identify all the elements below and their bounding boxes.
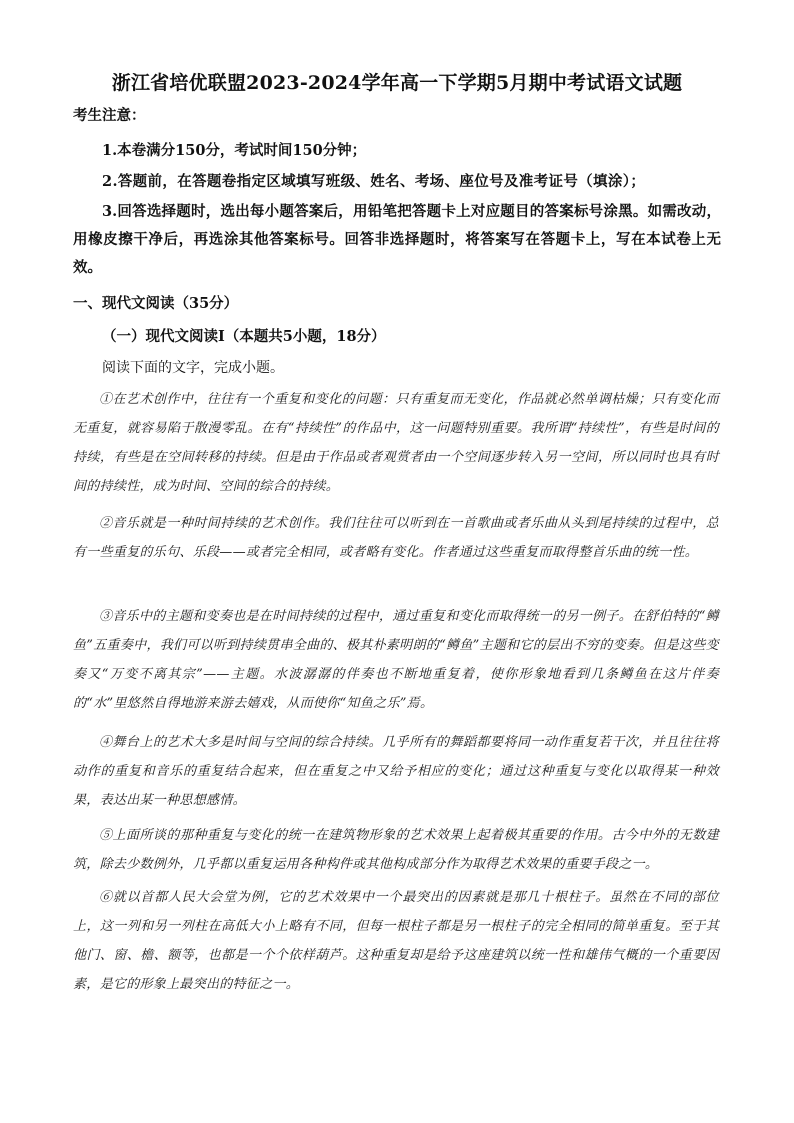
article-paragraph-1: ①在艺术创作中，往往有一个重复和变化的问题：只有重复而无变化，作品就必然单调枯燥；只有变化而无重复，就容易陷于散漫零乱。在有“持续性”的作品中，这一问题特别重要。我所谓“持续性”，有些是时间的持续，有些是在空间转移的持续。但是由于作品或者观赏者由一个空间逐步转入另一空间，所以同时也具有时间的持续性，成为时间、空间的综合的持续。 bbox=[73, 392, 719, 494]
instruction-1: 1.本卷满分150分，考试时间150分钟； bbox=[102, 142, 367, 159]
instruction-2: 2.答题前，在答题卷指定区域填写班级、姓名、考场、座位号及准考证号（填涂）； bbox=[102, 173, 646, 190]
article-paragraph-6: ⑥就以首都人民大会堂为例，它的艺术效果中一个最突出的因素就是那几十根柱子。虽然在不同的部位上，这一列和另一列柱在高低大小上略有不同，但每一根柱子都是另一根柱子的完全相同的简单重复。至于其他门、窗、檐、额等，也都是一个个依样葫芦。这种重复却是给予这座建筑以统一性和雄伟气概的一个重要因素，是它的形象上最突出的特征之一。 bbox=[73, 890, 719, 992]
article-paragraph-5: ⑤上面所谈的那种重复与变化的统一在建筑物形象的艺术效果上起着极其重要的作用。古今中外的无数建筑，除去少数例外，几乎都以重复运用各种构件或其他构成部分作为取得艺术效果的重要手段之一。 bbox=[73, 828, 719, 872]
subsection-heading: （一）现代文阅读Ⅰ（本题共5小题，18分） bbox=[102, 328, 386, 345]
article-paragraph-4: ④舞台上的艺术大多是时间与空间的综合持续。几乎所有的舞蹈都要将同一动作重复若干次，并且往往将动作的重复和音乐的重复结合起来，但在重复之中又给予相应的变化；通过这种重复与变化以取得某一种效果，表达出某一种思想感情。 bbox=[73, 735, 719, 808]
section-heading: 一、现代文阅读（35分） bbox=[73, 295, 239, 312]
reading-prompt: 阅读下面的文字，完成小题。 bbox=[102, 360, 284, 376]
notice-heading: 考生注意： bbox=[73, 107, 146, 124]
exam-title: 浙江省培优联盟2023-2024学年高一下学期5月期中考试语文试题 bbox=[111, 72, 683, 94]
instruction-3: 3.回答选择题时，选出每小题答案后，用铅笔把答题卡上对应题目的答案标号涂黑。如需改动，用橡皮擦干净后，再选涂其他答案标号。回答非选择题时，将答案写在答题卡上，写在本试卷上无效。 bbox=[73, 203, 721, 276]
article-paragraph-3: ③音乐中的主题和变奏也是在时间持续的过程中，通过重复和变化而取得统一的另一例子。在舒伯特的“鳟鱼”五重奏中，我们可以听到持续贯串全曲的、极其朴素明朗的“鳟鱼”主题和它的层出不穷的变奏。但是这些变奏又“万变不离其宗”——主题。水波潺潺的伴奏也不断地重复着，使你形象地看到几条鳟鱼在这片伴奏的“水”里悠然自得地游来游去嬉戏，从而使你“知鱼之乐”焉。 bbox=[73, 609, 719, 711]
article-paragraph-2: ②音乐就是一种时间持续的艺术创作。我们往往可以听到在一首歌曲或者乐曲从头到尾持续的过程中，总有一些重复的乐句、乐段——或者完全相同，或者略有变化。作者通过这些重复而取得整首乐曲的统一性。 bbox=[73, 516, 719, 560]
